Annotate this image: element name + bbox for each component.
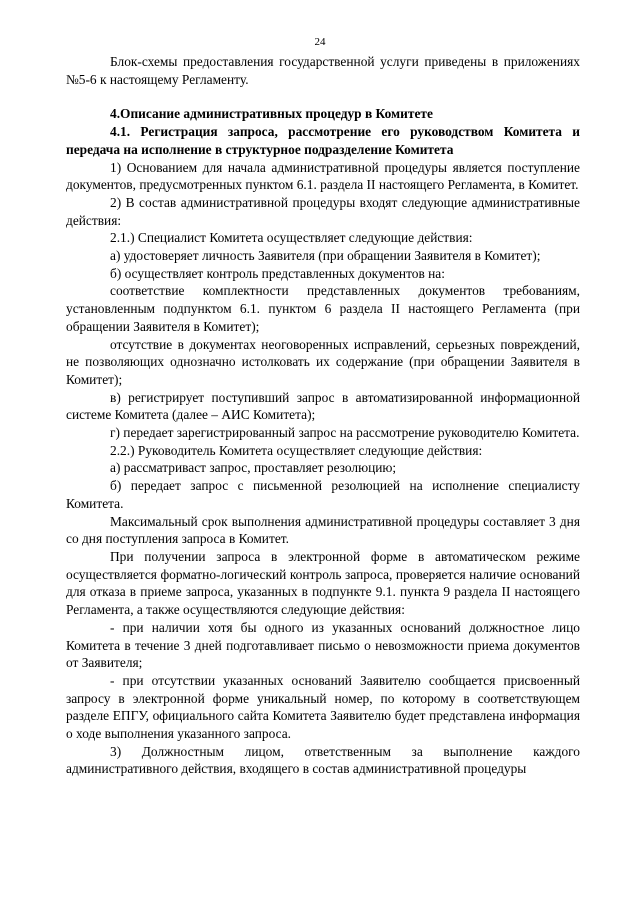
spacer xyxy=(66,88,580,105)
paragraph-head-item-a: а) рассматриваст запрос, проставляет резолюцию; xyxy=(110,460,397,476)
paragraph-item-g-transfer: г) передает зарегистрированный запрос на рассмотрение руководителю Комитета. xyxy=(110,425,580,441)
paragraph-refusal-letter: - при наличии хотя бы одного из указанных оснований должностное лицо Комитета в течение 3 дней подготавливает письмо о невозможности приема документов от Заявителя; xyxy=(66,619,580,671)
paragraph-completeness: соответствие комплектности представленных документов требованиям, установленным подпунктом 6.1. пунктом 6 раздела II настоящего Регламента (при обращении Заявителя в Комитет); xyxy=(66,283,580,334)
paragraph-head-actions: 2.2.) Руководитель Комитета осуществляет следующие действия: xyxy=(110,442,483,458)
page-number: 24 xyxy=(314,36,326,48)
paragraph-item-a-identity: а) удостоверяет личность Заявителя (при обращении Заявителя в Комитет); xyxy=(110,248,541,264)
subsection-title: 4.1. Регистрация запроса, рассмотрение его руководством Комитета и передача на исполнение в структурное подразделение Комитета xyxy=(66,124,580,157)
section-title: 4.Описание административных процедур в Комитете xyxy=(110,106,433,122)
paragraph-item-v-register: в) регистрирует поступивший запрос в автоматизированной информационной системе Комитета (далее – АИС Комитета); xyxy=(66,389,580,423)
paragraph-item-b-control: б) осуществляет контроль представленных документов на: xyxy=(110,265,445,281)
paragraph-electronic-request: При получении запроса в электронной форме в автоматическом режиме осуществляется форматно-логический контроль запроса, проверяется наличие оснований для отказа в приеме запроса, указанных в подпункте 9.1. пункта 9 раздела II настоящего Регламента, а также осуществляются следующие действия: xyxy=(66,548,580,618)
paragraph-head-item-b: б) передает запрос с письменной резолюцией на исполнение специалисту Комитета. xyxy=(66,478,580,511)
paragraph-basis: 1) Основанием для начала административной процедуры является поступление документов, предусмотренных пунктом 6.1. раздела II настоящего Регламента, в Комитет. xyxy=(66,159,580,193)
paragraph-specialist-actions: 2.1.) Специалист Комитета осуществляет следующие действия: xyxy=(110,230,473,246)
paragraph-composition: 2) В состав административной процедуры входят следующие административные действия: xyxy=(66,194,580,228)
paragraph-no-corrections: отсутствие в документах неоговоренных исправлений, серьезных повреждений, не позволяющих однозначно истолковать их содержание (при обращении Заявителя в Комитет); xyxy=(66,336,580,387)
document-body xyxy=(66,53,580,778)
intro-paragraph: Блок-схемы предоставления государственной услуги приведены в приложениях №5-6 к настоящему Регламенту. xyxy=(66,54,580,87)
paragraph-unique-number: - при отсутствии указанных оснований Заявителю сообщается присвоенный запросу в электронной форме уникальный номер, по которому в соответствующем разделе ЕПГУ, официального сайта Комитета Заявителю будет представлена информация о ходе выполнения указанного запроса. xyxy=(66,672,580,742)
paragraph-max-term: Максимальный срок выполнения административной процедуры составляет 3 дня со дня поступления запроса в Комитет. xyxy=(66,513,580,547)
paragraph-responsible-official: 3) Должностным лицом, ответственным за выполнение каждого административного действия, входящего в состав административной процедуры xyxy=(66,743,580,777)
